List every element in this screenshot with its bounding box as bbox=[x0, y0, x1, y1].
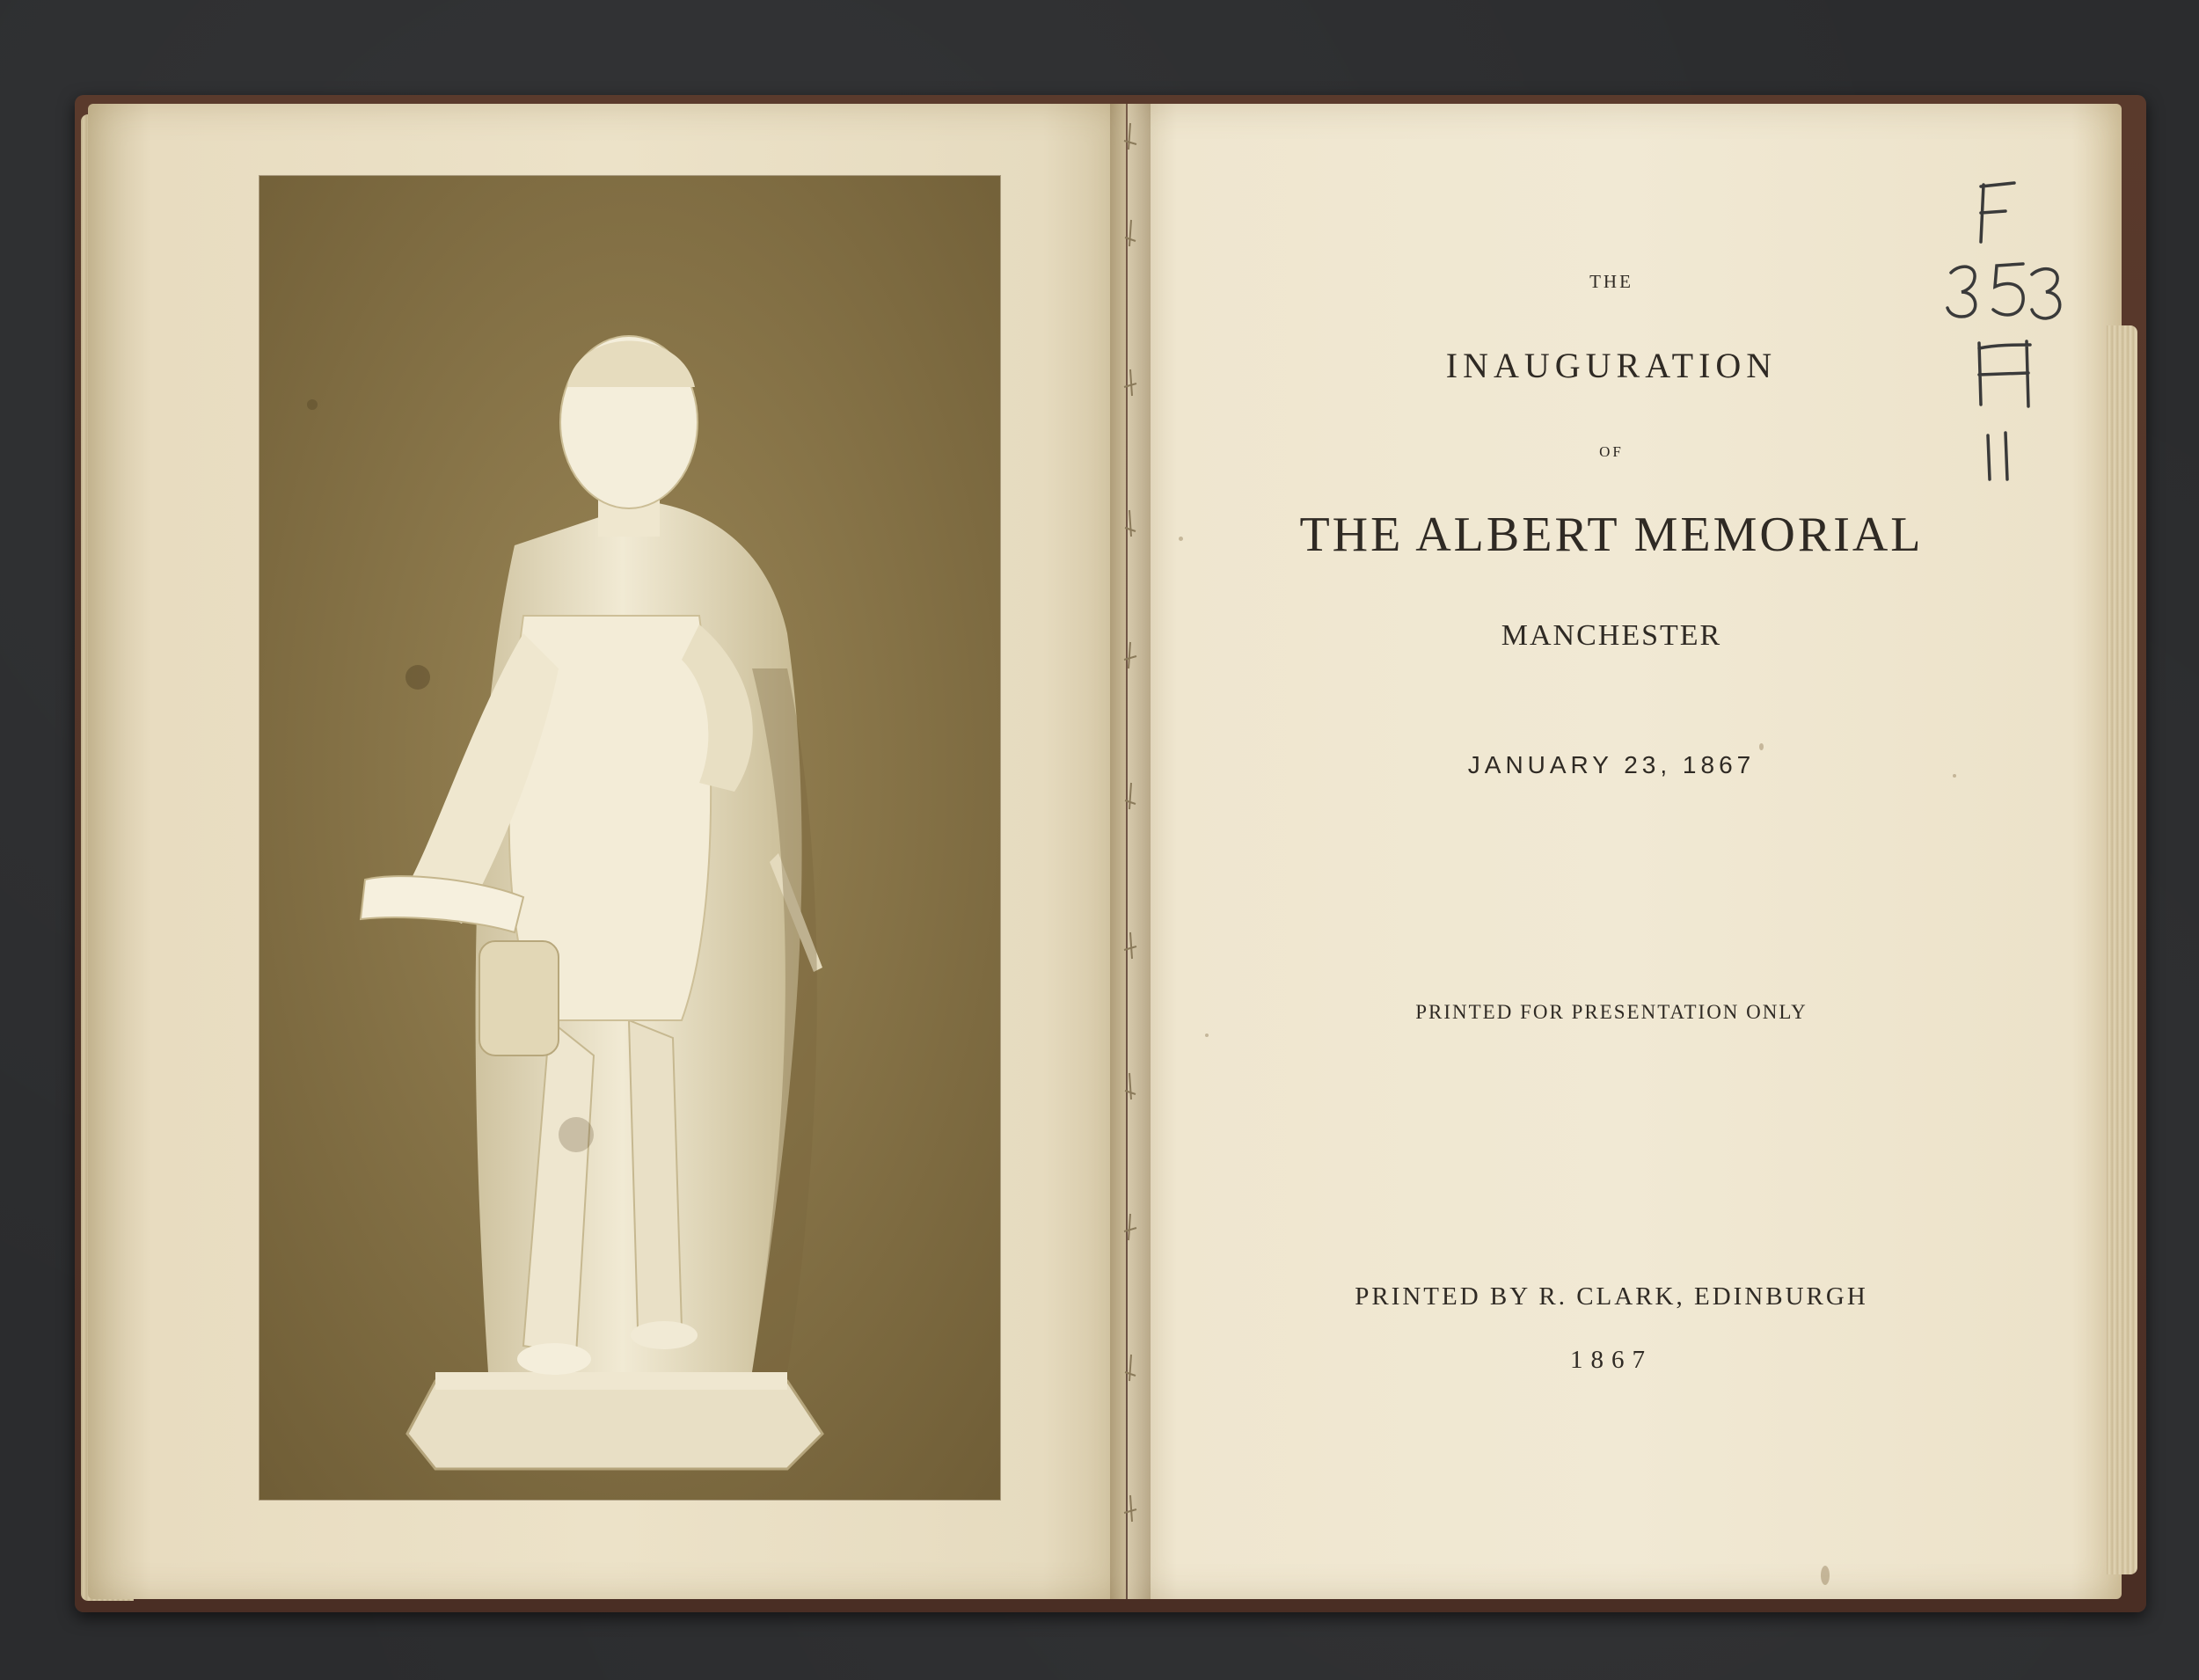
paper-spot bbox=[1759, 743, 1764, 750]
inauguration-date: JANUARY 23, 1867 bbox=[1467, 751, 1756, 778]
paper-spot bbox=[1953, 774, 1956, 778]
pencil-shelfmark bbox=[1935, 176, 2076, 484]
title-the: THE bbox=[1589, 271, 1633, 292]
title-of: OF bbox=[1599, 443, 1624, 460]
paper-spot bbox=[1821, 1566, 1830, 1585]
paper-spot bbox=[1205, 1034, 1209, 1037]
statue-photograph bbox=[259, 176, 1000, 1500]
imprint-year: 1867 bbox=[1570, 1346, 1653, 1374]
place-name: MANCHESTER bbox=[1501, 619, 1722, 652]
presentation-note: PRINTED FOR PRESENTATION ONLY bbox=[1415, 1001, 1808, 1023]
main-title: THE ALBERT MEMORIAL bbox=[1299, 508, 1924, 562]
printer-imprint: PRINTED BY R. CLARK, EDINBURGH bbox=[1355, 1282, 1868, 1311]
paper-spot bbox=[1179, 537, 1183, 541]
title-inauguration: INAUGURATION bbox=[1445, 346, 1778, 385]
